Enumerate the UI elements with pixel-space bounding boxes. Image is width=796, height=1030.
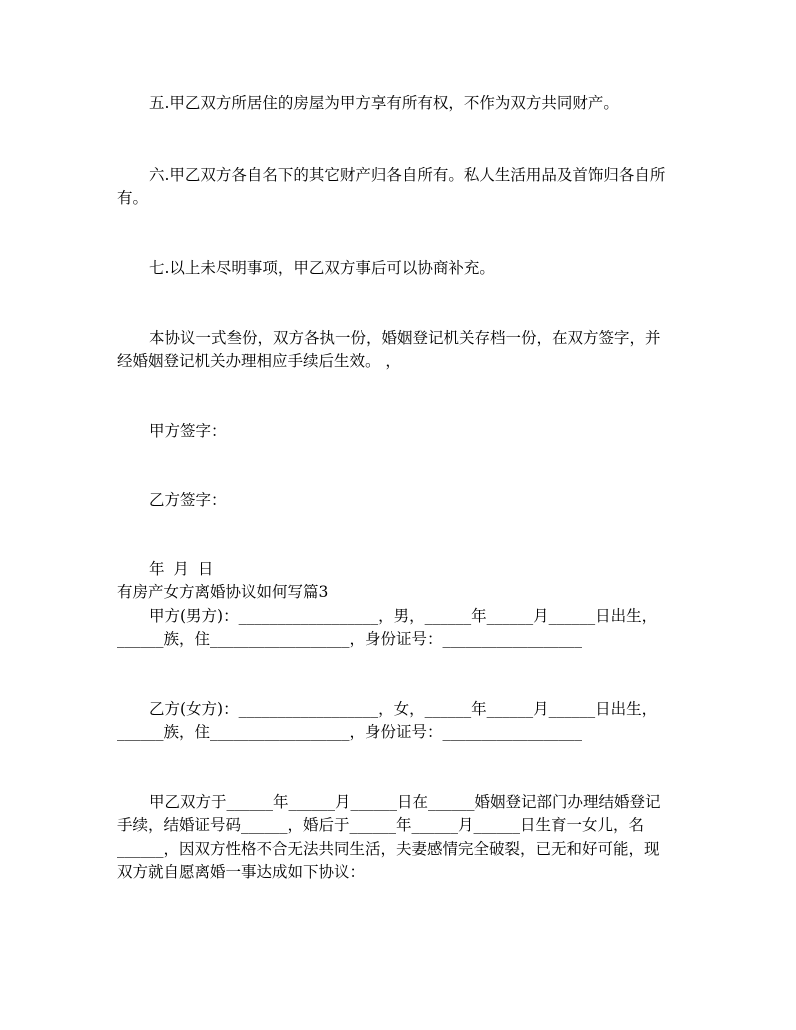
intro-line-2: 手续，结婚证号码______，婚后于______年______月______日生育一女儿，名 [117,816,645,834]
intro-line-4: 双方就自愿离婚一事达成如下协议： [117,863,366,881]
intro-line-1: 甲乙双方于______年______月______日在______婚姻登记部门办理结婚登记 [149,793,661,811]
date-line: 年 月 日 [149,560,214,578]
clause-six-line-2: 有。 [117,189,149,207]
party-a-signature-label: 甲方签字： [149,422,227,440]
party-b-info-line-2: ______族，住__________________，身份证号：__________________ [117,723,583,741]
effect-clause-line-2: 经婚姻登记机关办理相应手续后生效。 ， [117,352,401,370]
party-a-info-line-1: 甲方(男方)：__________________，男，______年______月______日出生， [149,607,658,625]
clause-six-line-1: 六.甲乙双方各自名下的其它财产归各自所有。私人生活用品及首饰归各自所 [149,166,666,184]
party-a-info-line-2: ______族，住__________________，身份证号：__________________ [117,630,583,648]
clause-five: 五.甲乙双方所居住的房屋为甲方享有所有权，不作为双方共同财产。 [149,94,619,112]
party-b-signature-label: 乙方签字： [149,491,227,509]
effect-clause-line-1: 本协议一式叁份，双方各执一份，婚姻登记机关存档一份，在双方签字，并 [149,329,661,347]
section-title: 有房产女方离婚协议如何写篇3 [117,583,329,601]
clause-seven: 七.以上未尽明事项，甲乙双方事后可以协商补充。 [149,259,495,277]
party-b-info-line-1: 乙方(女方)：__________________，女，______年______月______日出生， [149,700,658,718]
intro-line-3: ______，因双方性格不合无法共同生活，夫妻感情完全破裂，已无和好可能，现 [117,840,660,858]
